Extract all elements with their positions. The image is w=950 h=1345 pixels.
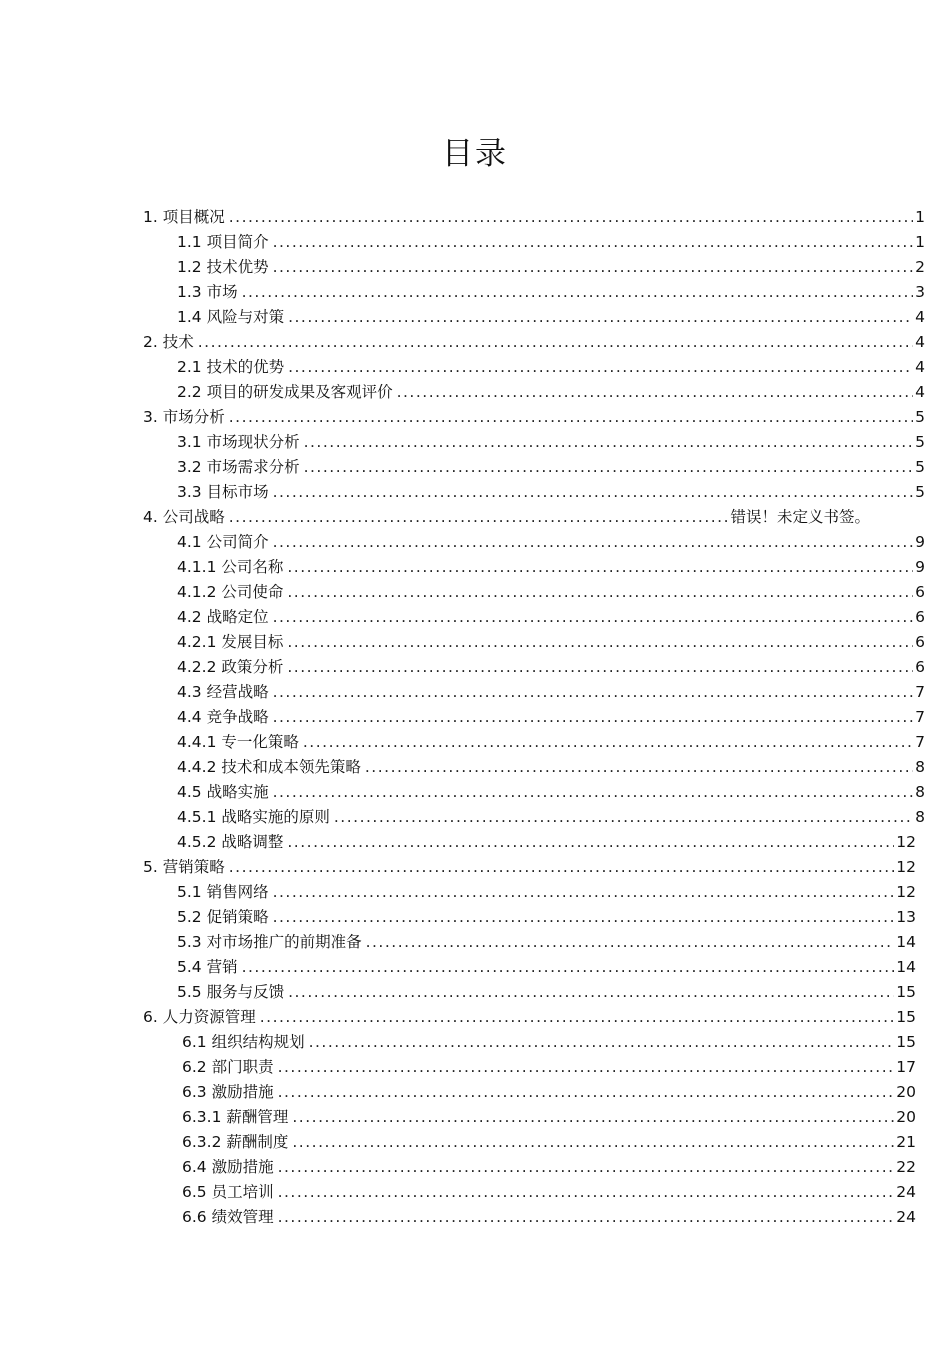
- dot-leader: [303, 732, 913, 752]
- dot-leader: [288, 307, 913, 327]
- toc-page-number: 12: [896, 883, 916, 901]
- table-of-contents: [0, 202, 950, 1227]
- toc-entry[interactable]: [0, 502, 950, 527]
- toc-entry[interactable]: [0, 827, 950, 852]
- toc-page-number: 4: [915, 308, 925, 326]
- toc-entry[interactable]: [0, 677, 950, 702]
- toc-entry-label: 3.2 市场需求分析: [177, 457, 304, 477]
- dot-leader: [292, 1107, 894, 1127]
- toc-entry-label: 4. 公司战略: [143, 507, 229, 527]
- toc-page-number: 13: [896, 908, 916, 926]
- toc-page-number: 15: [896, 983, 916, 1001]
- toc-entry-label: 4.5.1 战略实施的原则: [177, 807, 334, 827]
- toc-page-number: 1: [915, 233, 925, 251]
- toc-entry-label: 2.2 项目的研发成果及客观评价: [177, 382, 397, 402]
- toc-entry[interactable]: [0, 1102, 950, 1127]
- toc-page-number: 6: [915, 608, 925, 626]
- toc-entry-label: 6.2 部门职责: [182, 1057, 278, 1077]
- dot-leader: [229, 407, 913, 427]
- toc-page-number: 8: [915, 783, 925, 801]
- toc-entry[interactable]: [0, 527, 950, 552]
- toc-entry-label: 4.3 经营战略: [177, 682, 273, 702]
- toc-page-number: 17: [896, 1058, 916, 1076]
- toc-entry-label: 1.2 技术优势: [177, 257, 273, 277]
- toc-page-number: 5: [915, 483, 925, 501]
- dot-leader: [278, 1057, 895, 1077]
- toc-entry-label: 3.1 市场现状分析: [177, 432, 304, 452]
- toc-entry[interactable]: [0, 252, 950, 277]
- toc-entry-label: 6.3 激励措施: [182, 1082, 278, 1102]
- toc-entry[interactable]: [0, 902, 950, 927]
- dot-leader: [273, 682, 914, 702]
- toc-page-number: 4: [915, 383, 925, 401]
- toc-entry-label: 4.2.1 发展目标: [177, 632, 287, 652]
- toc-entry-label: 3. 市场分析: [143, 407, 229, 427]
- toc-page-number: 5: [915, 458, 925, 476]
- toc-entry-label: 5. 营销策略: [143, 857, 229, 877]
- dot-leader: [242, 957, 895, 977]
- toc-page-number: 6: [915, 658, 925, 676]
- toc-entry-label: 4.2.2 政策分析: [177, 657, 287, 677]
- toc-entry[interactable]: [0, 427, 950, 452]
- toc-entry[interactable]: [0, 752, 950, 777]
- dot-leader: [198, 332, 913, 352]
- toc-entry-label: 4.4.1 专一化策略: [177, 732, 303, 752]
- toc-page-number: 6: [915, 583, 925, 601]
- page-title: 目录: [442, 136, 508, 172]
- toc-entry-label: 6.4 激励措施: [182, 1157, 278, 1177]
- toc-page-number: 6: [915, 633, 925, 651]
- toc-entry-label: 6.5 员工培训: [182, 1182, 278, 1202]
- toc-entry-label: 1.1 项目简介: [177, 232, 273, 252]
- dot-leader: [260, 1007, 895, 1027]
- toc-entry-label: 4.1 公司简介: [177, 532, 273, 552]
- dot-leader: [334, 807, 913, 827]
- toc-entry[interactable]: [0, 577, 950, 602]
- toc-entry[interactable]: [0, 952, 950, 977]
- toc-page-number: 22: [896, 1158, 916, 1176]
- toc-entry[interactable]: [0, 877, 950, 902]
- toc-page-number: 7: [915, 683, 925, 701]
- dot-leader: [273, 907, 895, 927]
- dot-leader: [287, 557, 913, 577]
- dot-leader: [309, 1032, 895, 1052]
- dot-leader: [229, 207, 913, 227]
- dot-leader: [292, 1132, 894, 1152]
- toc-entry-label: 4.4.2 技术和成本领先策略: [177, 757, 365, 777]
- toc-entry-label: 4.1.2 公司使命: [177, 582, 287, 602]
- toc-entry-label: 6.1 组织结构规划: [182, 1032, 309, 1052]
- toc-entry-label: 6.3.1 薪酬管理: [182, 1107, 292, 1127]
- toc-entry[interactable]: [0, 1127, 950, 1152]
- dot-leader: [287, 582, 913, 602]
- dot-leader: [273, 882, 895, 902]
- toc-entry[interactable]: [0, 977, 950, 1002]
- toc-entry[interactable]: [0, 1202, 950, 1227]
- toc-entry-label: 6.3.2 薪酬制度: [182, 1132, 292, 1152]
- toc-entry-label: 6.6 绩效管理: [182, 1207, 278, 1227]
- toc-entry[interactable]: [0, 227, 950, 252]
- toc-entry[interactable]: [0, 1002, 950, 1027]
- dot-leader: [242, 282, 914, 302]
- toc-page-number: 12: [896, 833, 916, 851]
- toc-entry[interactable]: [0, 452, 950, 477]
- toc-entry[interactable]: [0, 1177, 950, 1202]
- dot-leader: [288, 982, 894, 1002]
- toc-entry-label: 5.1 销售网络: [177, 882, 273, 902]
- toc-page-number: 4: [915, 333, 925, 351]
- toc-entry-label: 1.4 风险与对策: [177, 307, 288, 327]
- dot-leader: [278, 1182, 895, 1202]
- toc-page-number: 20: [896, 1083, 916, 1101]
- toc-entry[interactable]: [0, 852, 950, 877]
- toc-entry[interactable]: [0, 652, 950, 677]
- toc-page-number: 3: [915, 283, 925, 301]
- dot-leader: [304, 457, 914, 477]
- dot-leader: [287, 832, 894, 852]
- toc-page-number: 12: [896, 858, 916, 876]
- toc-page-number: 8: [915, 808, 925, 826]
- toc-page-number: 1: [915, 208, 925, 226]
- toc-entry[interactable]: [0, 602, 950, 627]
- toc-page-number: 4: [915, 358, 925, 376]
- toc-entry[interactable]: [0, 1077, 950, 1102]
- toc-page-number: 5: [915, 433, 925, 451]
- toc-entry-label: 5.5 服务与反馈: [177, 982, 288, 1002]
- toc-entry-label: 2.1 技术的优势: [177, 357, 288, 377]
- toc-page-number: 14: [896, 958, 916, 976]
- dot-leader: [229, 857, 895, 877]
- toc-entry[interactable]: [0, 477, 950, 502]
- dot-leader: [273, 532, 914, 552]
- toc-entry-label: 5.4 营销: [177, 957, 242, 977]
- dot-leader: [273, 707, 914, 727]
- toc-entry-label: 4.2 战略定位: [177, 607, 273, 627]
- toc-page-number: 15: [896, 1033, 916, 1051]
- toc-page-number: 5: [915, 408, 925, 426]
- dot-leader: [397, 382, 914, 402]
- toc-entry[interactable]: [0, 1052, 950, 1077]
- toc-page-number: 15: [896, 1008, 916, 1026]
- toc-entry[interactable]: [0, 702, 950, 727]
- toc-page-number: 24: [896, 1208, 916, 1226]
- toc-page-number: 9: [915, 533, 925, 551]
- toc-page-number: 7: [915, 708, 925, 726]
- toc-entry[interactable]: [0, 552, 950, 577]
- toc-entry-label: 2. 技术: [143, 332, 198, 352]
- dot-leader: [278, 1082, 895, 1102]
- toc-entry-label: 4.5.2 战略调整: [177, 832, 287, 852]
- toc-page-number: 24: [896, 1183, 916, 1201]
- toc-entry[interactable]: [0, 1027, 950, 1052]
- toc-entry[interactable]: [0, 402, 950, 427]
- toc-entry-label: 5.3 对市场推广的前期准备: [177, 932, 366, 952]
- toc-page-number: 9: [915, 558, 925, 576]
- toc-entry[interactable]: [0, 727, 950, 752]
- toc-entry[interactable]: [0, 277, 950, 302]
- toc-page-number: 8: [915, 758, 925, 776]
- dot-leader: [365, 757, 913, 777]
- toc-page-number: 21: [896, 1133, 916, 1151]
- dot-leader: [304, 432, 914, 452]
- toc-entry[interactable]: [0, 327, 950, 352]
- dot-leader: [366, 932, 895, 952]
- toc-entry[interactable]: [0, 927, 950, 952]
- toc-page-number: 2: [915, 258, 925, 276]
- dot-leader: [273, 607, 914, 627]
- toc-entry[interactable]: [0, 202, 950, 227]
- dot-leader: [273, 232, 914, 252]
- toc-entry-label: 3.3 目标市场: [177, 482, 273, 502]
- toc-entry[interactable]: [0, 302, 950, 327]
- dot-leader: [288, 357, 913, 377]
- toc-entry[interactable]: [0, 777, 950, 802]
- dot-leader: [278, 1157, 895, 1177]
- toc-entry[interactable]: [0, 627, 950, 652]
- toc-entry-label: 4.4 竞争战略: [177, 707, 273, 727]
- dot-leader: [278, 1207, 895, 1227]
- toc-entry-label: 4.5 战略实施: [177, 782, 273, 802]
- dot-leader: [273, 257, 914, 277]
- toc-error-message: 错误！未定义书签。: [730, 508, 870, 526]
- toc-entry-label: 1.3 市场: [177, 282, 242, 302]
- toc-entry-label: 1. 项目概况: [143, 207, 229, 227]
- dot-leader: [273, 482, 914, 502]
- toc-page-number: 7: [915, 733, 925, 751]
- toc-entry-label: 5.2 促销策略: [177, 907, 273, 927]
- dot-leader: [287, 657, 913, 677]
- dot-leader: [273, 782, 914, 802]
- dot-leader: [287, 632, 913, 652]
- toc-entry-label: 4.1.1 公司名称: [177, 557, 287, 577]
- dot-leader: [229, 507, 729, 527]
- toc-entry[interactable]: [0, 352, 950, 377]
- toc-entry[interactable]: [0, 1152, 950, 1177]
- toc-page-number: 20: [896, 1108, 916, 1126]
- toc-entry[interactable]: [0, 802, 950, 827]
- toc-entry[interactable]: [0, 377, 950, 402]
- toc-entry-label: 6. 人力资源管理: [143, 1007, 260, 1027]
- toc-page-number: 14: [896, 933, 916, 951]
